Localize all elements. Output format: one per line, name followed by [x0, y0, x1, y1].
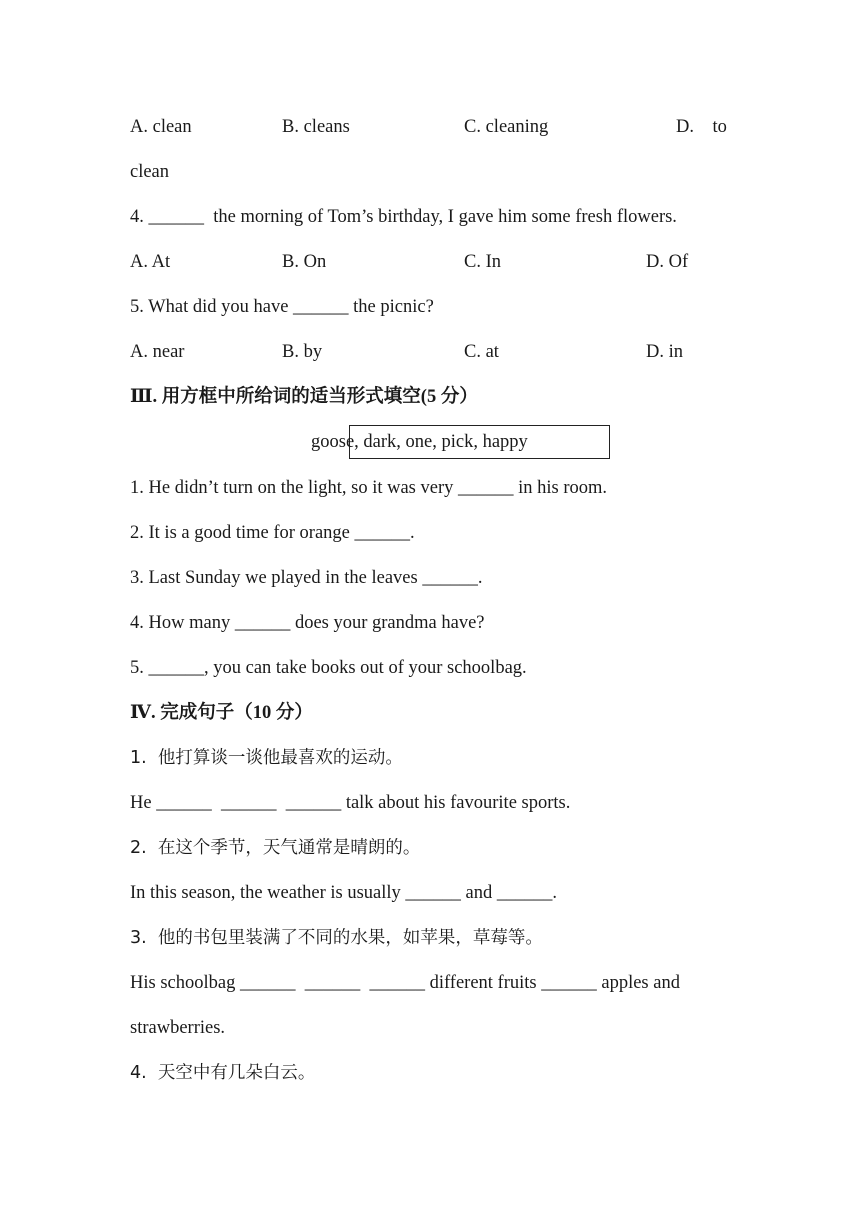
- q3-option-a: A. clean: [130, 117, 192, 137]
- q5-option-d: D. in: [646, 342, 683, 362]
- q3-option-c: C. cleaning: [464, 117, 549, 137]
- section-4-item-4-chinese: 4. 天空中有几朵白云。: [130, 1063, 316, 1083]
- q3-option-d-wrap: clean: [130, 162, 170, 182]
- section-3-item-4: 4. How many ______ does your grandma have?: [130, 613, 485, 633]
- q4-option-a: A. At: [130, 252, 171, 272]
- q4-option-c: C. In: [464, 252, 501, 272]
- section-4-item-3-english-wrap: strawberries.: [130, 1018, 226, 1038]
- q5-option-a: A. near: [130, 342, 185, 362]
- q5-option-b: B. by: [282, 342, 323, 362]
- q4-question: 4. ______ the morning of Tom’s birthday, I gave him some fresh flowers.: [130, 207, 677, 227]
- section-4-item-2-english: In this season, the weather is usually ______ and ______.: [130, 883, 557, 903]
- section-4-item-3-chinese: 3. 他的书包里装满了不同的水果，如苹果，草莓等。: [130, 928, 543, 948]
- section-3-item-2: 2. It is a good time for orange ______.: [130, 523, 415, 543]
- section-4-item-3-english: His schoolbag ______ ______ ______ different fruits ______ apples and: [130, 973, 680, 993]
- section-3-title: Ⅲ. 用方框中所给词的适当形式填空(5 分）: [130, 387, 478, 407]
- section-4-item-1-chinese: 1. 他打算谈一谈他最喜欢的运动。: [130, 748, 403, 768]
- q5-question: 5. What did you have ______ the picnic?: [130, 297, 434, 317]
- word-box-text: goose, dark, one, pick, happy: [311, 432, 528, 452]
- q4-option-d: D. Of: [646, 252, 689, 272]
- section-3-item-5: 5. ______, you can take books out of your schoolbag.: [130, 658, 527, 678]
- q3-option-d: D. to: [676, 117, 727, 137]
- q4-option-b: B. On: [282, 252, 327, 272]
- section-3-item-3: 3. Last Sunday we played in the leaves ______.: [130, 568, 483, 588]
- q3-option-b: B. cleans: [282, 117, 350, 137]
- section-4-item-2-chinese: 2. 在这个季节，天气通常是晴朗的。: [130, 838, 421, 858]
- q5-option-c: C. at: [464, 342, 499, 362]
- section-4-item-1-english: He ______ ______ ______ talk about his favourite sports.: [130, 793, 571, 813]
- section-4-title: Ⅳ. 完成句子（10 分）: [130, 703, 313, 723]
- section-3-item-1: 1. He didn’t turn on the light, so it was very ______ in his room.: [130, 478, 608, 498]
